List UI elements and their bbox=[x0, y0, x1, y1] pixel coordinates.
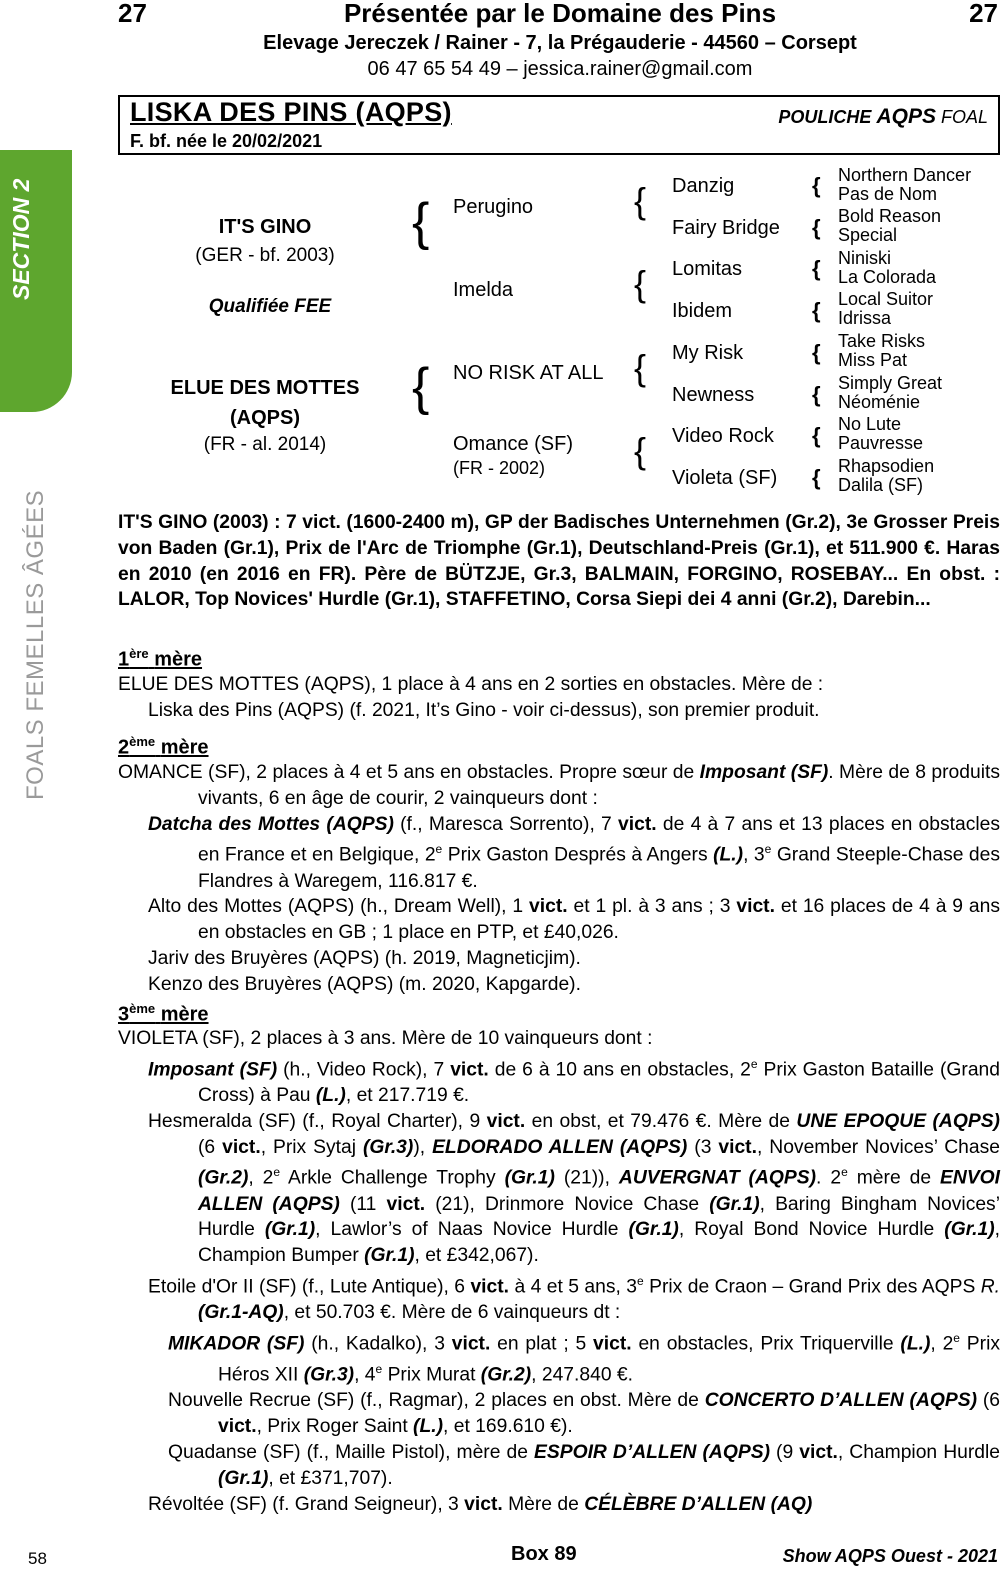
third-dam-heading: 3ème mère bbox=[118, 1001, 209, 1026]
pedigree-gen4: Bold Reason Special bbox=[838, 206, 942, 245]
pedigree-gen2: Omance (SF) bbox=[453, 433, 574, 455]
presenter-title: Présentée par le Domaine des Pins bbox=[343, 0, 777, 28]
sire-name: IT'S GINO bbox=[218, 216, 312, 238]
pedigree-gen3: Danzig bbox=[672, 175, 735, 197]
brace: { bbox=[812, 465, 821, 490]
pedigree-gen3: Ibidem bbox=[672, 300, 733, 322]
breeder-contact: 06 47 65 54 49 – jessica.rainer@gmail.com bbox=[367, 58, 753, 80]
pedigree-gen3: Newness bbox=[672, 384, 755, 406]
first-dam-text: ELUE DES MOTTES (AQPS), 1 place à 4 ans en 2 sorties en obstacles. Mère de : Liska des Pins (AQPS) (f. 2021, It’s Gino - voir ci-dessus), son premier produit. bbox=[118, 674, 824, 721]
pedigree-gen4: Niniski La Colorada bbox=[838, 248, 937, 287]
box-number: Box 89 bbox=[511, 1543, 577, 1565]
pedigree-gen3: Fairy Bridge bbox=[672, 217, 780, 239]
brace: { bbox=[412, 358, 430, 416]
first-dam-heading: 1ère mère bbox=[118, 646, 203, 671]
lot-number-left: 27 bbox=[118, 0, 147, 28]
sire-note: Qualifiée FEE bbox=[208, 296, 332, 317]
pedigree-gen4: Northern Dancer Pas de Nom bbox=[838, 165, 972, 204]
breeder-address: Elevage Jereczek / Rainer - 7, la Prégauderie - 44560 – Corsept bbox=[263, 32, 857, 54]
show-name: Show AQPS Ouest - 2021 bbox=[782, 1546, 998, 1566]
dam-breed: (AQPS) bbox=[230, 407, 300, 429]
lot-number-right: 27 bbox=[969, 0, 998, 28]
pedigree-gen3: Video Rock bbox=[672, 425, 774, 447]
page-number: 58 bbox=[28, 1549, 47, 1568]
pedigree-gen2-note: (FR - 2002) bbox=[453, 458, 546, 478]
pedigree-gen2: Imelda bbox=[453, 279, 514, 301]
pedigree-gen3: Violeta (SF) bbox=[672, 467, 778, 489]
horse-name: LISKA DES PINS (AQPS) bbox=[130, 97, 452, 127]
sire-description: IT'S GINO (2003) : 7 vict. (1600-2400 m), GP der Badisches Unternehmen (Gr.2), 3e Grosser Preis von Baden (Gr.1), Prix de l'Arc de Triomphe (Gr.1), Deutschland-Preis (Gr.1), et 511.900 €. Haras en 2010 (en 2016 en FR). Père de BÜTZJE, Gr.3, BALMAIN, FORGINO, ROSEBAY... En obst. : LALOR, Top Novices' Hurdle (Gr.1), STAFFETINO, Corsa Siepi dei 4 anni (Gr.2), Darebin... bbox=[118, 512, 1000, 611]
sire-origin: (GER - bf. 2003) bbox=[195, 245, 335, 266]
brace: { bbox=[634, 347, 647, 388]
brace: { bbox=[812, 423, 821, 448]
brace: { bbox=[634, 430, 647, 471]
pedigree-gen2: Perugino bbox=[453, 196, 534, 218]
pedigree-gen3: Lomitas bbox=[672, 258, 743, 280]
pedigree-gen4: Local Suitor Idrissa bbox=[838, 289, 934, 328]
brace: { bbox=[812, 256, 821, 281]
horse-header-box bbox=[118, 95, 1000, 155]
brace: { bbox=[812, 298, 821, 323]
pedigree-gen4: No Lute Pauvresse bbox=[838, 414, 924, 453]
pedigree-gen4: Simply Great Néoménie bbox=[838, 373, 943, 412]
brace: { bbox=[812, 215, 821, 240]
second-dam-text: OMANCE (SF), 2 places à 4 et 5 ans en obstacles. Propre sœur de Imposant (SF). Mère de 8 produits vivants, 6 en âge de courir, 2 vainqueurs dont : Datcha des Mottes (AQPS) (f., Maresca Sorrento), 7 vict. de 4 à 7 ans et 13 places en obstacles en France et en Belgique, 2e Prix Gaston Després à Angers (L.), 3e Grand Steeple-Chase des Flandres à Waregem, 116.817 €. Alto des Mottes (AQPS) (h., Dream Well), 1 vict. et 1 pl. à 3 ans ; 3 vict. et 16 places de 4 à 9 ans en obstacles en GB ; 1 place en PTP, et £40,026. Jariv des Bruyères (AQPS) (h. 2019, Magneticjim). Kenzo des Bruyères (AQPS) (m. 2020, Kapgarde). bbox=[118, 762, 1001, 995]
brace: { bbox=[812, 382, 821, 407]
third-dam-text: VIOLETA (SF), 2 places à 3 ans. Mère de 10 vainqueurs dont : Imposant (SF) (h., Video Rock), 7 vict. de 6 à 10 ans en obstacles, 2e Prix Gaston Bataille (Grand Cross) à Pau (L.), et 217.719 €. Hesmeralda (SF) (f., Royal Charter), 9 vict. en obst, et 79.476 €. Mère de UNE EPOQUE (AQPS) (6 vict., Prix Sytaj (Gr.3)), ELDORADO ALLEN (AQPS) (3 vict., November Novices’ Chase (Gr.2), 2e Arkle Challenge Trophy (Gr.1) (21)), AUVERGNAT (AQPS). 2e mère de ENVOI ALLEN (AQPS) (11 vict. (21), Drinmore Novice Chase (Gr.1), Baring Bingham Novices’ Hurdle (Gr.1), Lawlor’s of Naas Novice Hurdle (Gr.1), Royal Bond Novice Hurdle (Gr.1), Champion Bumper (Gr.1), et £342,067). Etoile d'Or II (SF) (f., Lute Antique), 6 vict. à 4 et 5 ans, 3e Prix de Craon – Grand Prix des AQPS R. (Gr.1-AQ), et 50.703 €. Mère de 6 vainqueurs dt : MIKADOR (SF) (h., Kadalko), 3 vict. en plat ; 5 vict. en obstacles, Prix Triquerville (L.), 2e Prix Héros XII (Gr.3), 4e Prix Murat (Gr.2), 247.840 €. Nouvelle Recrue (SF) (f., Ragmar), 2 places en obst. Mère de CONCERTO D’ALLEN (AQPS) (6 vict., Prix Roger Saint (L.), et 169.610 €). Quadanse (SF) (f., Maille Pistol), mère de ESPOIR D’ALLEN (AQPS) (9 vict., Champion Hurdle (Gr.1), et £371,707). Révoltée (SF) (f. Grand Seigneur), 3 vict. Mère de CÉLÈBRE D’ALLEN (AQ) bbox=[118, 1028, 1001, 1515]
category-label: FOALS FEMELLES ÂGÉES bbox=[22, 489, 49, 800]
section-label: SECTION 2 bbox=[8, 178, 34, 300]
brace: { bbox=[634, 180, 647, 221]
pedigree-gen4: Rhapsodien Dalila (SF) bbox=[838, 456, 935, 495]
brace: { bbox=[412, 193, 430, 251]
dam-origin: (FR - al. 2014) bbox=[203, 434, 327, 455]
pedigree-gen3: My Risk bbox=[672, 342, 744, 364]
horse-type: POULICHE AQPS FOAL bbox=[778, 105, 988, 128]
dam-name: ELUE DES MOTTES bbox=[170, 377, 360, 399]
pedigree-gen2: NO RISK AT ALL bbox=[453, 362, 604, 384]
horse-birth: F. bf. née le 20/02/2021 bbox=[130, 131, 323, 151]
brace: { bbox=[812, 173, 821, 198]
brace: { bbox=[634, 263, 647, 304]
brace: { bbox=[812, 340, 821, 365]
second-dam-heading: 2ème mère bbox=[118, 734, 209, 759]
pedigree-gen4: Take Risks Miss Pat bbox=[838, 331, 926, 370]
